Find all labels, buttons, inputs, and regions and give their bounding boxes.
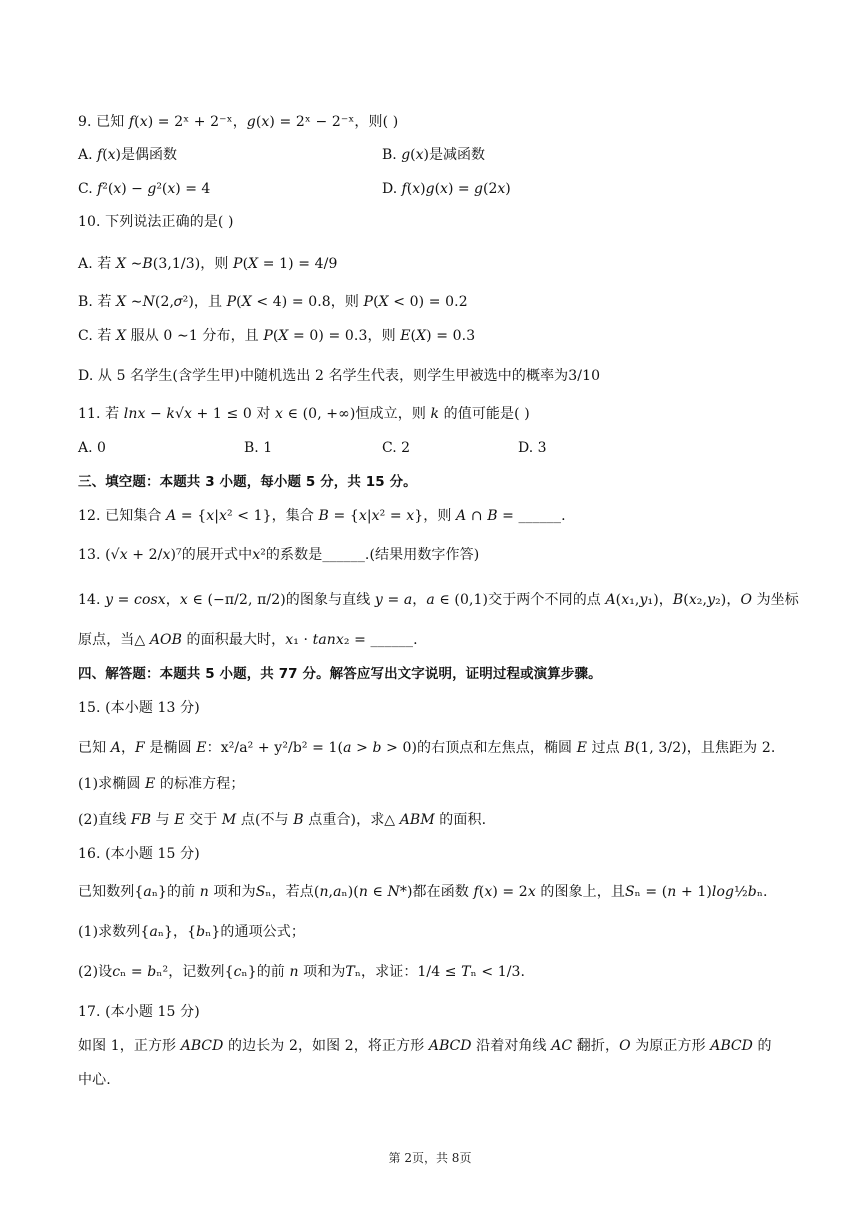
q16-part2: (2)设𝑐ₙ = 𝑏ₙ²，记数列{𝑐ₙ}的前 𝑛 项和为𝑇ₙ，求证：1/4 ≤ 𝑇ₙ < 1/3. (78, 964, 526, 980)
q15-part2: (2)直线 𝐹𝐵 与 𝐸 交于 𝑀 点(不与 𝐵 点重合)，求△ 𝐴𝐵𝑀 的面积. (78, 812, 487, 828)
q15-part1: (1)求椭圆 𝐸 的标准方程； (78, 776, 245, 792)
q17-line1: 如图 1，正方形 𝐴𝐵𝐶𝐷 的边长为 2，如图 2，将正方形 𝐴𝐵𝐶𝐷 沿着对角线 𝐴𝐶 翻折，𝑂 为原正方形 𝐴𝐵𝐶𝐷 的 (78, 1038, 772, 1054)
q14-line2: 原点，当△ 𝐴𝑂𝐵 的面积最大时，𝑥₁ · 𝑡𝑎𝑛𝑥₂ = ______. (78, 632, 418, 648)
q9-option-a: A. 𝑓(𝑥)是偶函数 (78, 147, 178, 163)
q11-option-a: A. 0 (78, 440, 106, 456)
q9-option-c: C. 𝑓²(𝑥) − 𝑔²(𝑥) = 4 (78, 181, 211, 197)
q9-stem: 9. 已知 𝑓(𝑥) = 2ˣ + 2⁻ˣ，𝑔(𝑥) = 2ˣ − 2⁻ˣ，则( ) (78, 114, 399, 130)
section4-heading: 四、解答题：本题共 5 小题，共 77 分。解答应写出文字说明，证明过程或演算步骤。 (78, 666, 602, 682)
section3-heading: 三、填空题：本题共 3 小题，每小题 5 分，共 15 分。 (78, 474, 417, 490)
q11-stem: 11. 若 𝑙𝑛𝑥 − 𝑘√𝑥 + 1 ≤ 0 对 𝑥 ∈ (0, +∞)恒成立，则 𝑘 的值可能是( ) (78, 406, 530, 422)
q16-stem: 已知数列{𝑎ₙ}的前 𝑛 项和为𝑆ₙ，若点(𝑛,𝑎ₙ)(𝑛 ∈ 𝑁*)都在函数 𝑓(𝑥) = 2𝑥 的图象上，且𝑆ₙ = (𝑛 + 1)𝑙𝑜𝑔½𝑏ₙ. (78, 884, 768, 900)
q10-option-d: D. 从 5 名学生(含学生甲)中随机选出 2 名学生代表，则学生甲被选中的概率为3/10 (78, 368, 601, 384)
q9-option-d: D. 𝑓(𝑥)𝑔(𝑥) = 𝑔(2𝑥) (382, 181, 511, 197)
q10-option-a: A. 若 𝑋 ∼𝐵(3,1/3)，则 𝑃(𝑋 = 1) = 4/9 (78, 256, 338, 272)
q16-part1: (1)求数列{𝑎ₙ}，{𝑏ₙ}的通项公式； (78, 924, 305, 940)
q13-text: 13. (√𝑥 + 2/𝑥)⁷的展开式中𝑥²的系数是______.(结果用数字作答) (78, 547, 480, 563)
q9-option-b: B. 𝑔(𝑥)是减函数 (382, 147, 485, 163)
q11-option-c: C. 2 (382, 440, 411, 456)
q10-option-b: B. 若 𝑋 ∼𝑁(2,𝜎²)，且 𝑃(𝑋 < 4) = 0.8，则 𝑃(𝑋 < 0) = 0.2 (78, 294, 468, 310)
q12-text: 12. 已知集合 𝐴 = {𝑥|𝑥² < 1}，集合 𝐵 = {𝑥|𝑥² = 𝑥}，则 𝐴 ∩ 𝐵 = ______. (78, 508, 566, 524)
q17-line2: 中心. (78, 1072, 111, 1088)
q17-heading: 17. (本小题 15 分) (78, 1004, 200, 1020)
q16-heading: 16. (本小题 15 分) (78, 846, 200, 862)
q11-option-d: D. 3 (518, 440, 547, 456)
q10-option-c: C. 若 𝑋 服从 0 ∼1 分布，且 𝑃(𝑋 = 0) = 0.3，则 𝐸(𝑋) = 0.3 (78, 328, 476, 344)
page-footer: 第 2页，共 8页 (388, 1151, 472, 1165)
q15-heading: 15. (本小题 13 分) (78, 700, 200, 716)
q10-stem: 10. 下列说法正确的是( ) (78, 214, 234, 230)
q15-stem: 已知 𝐴，𝐹 是椭圆 𝐸：x²/a² + y²/b² = 1(𝑎 > 𝑏 > 0)的右顶点和左焦点，椭圆 𝐸 过点 𝐵(1, 3/2)，且焦距为 2. (78, 740, 776, 756)
q11-option-b: B. 1 (244, 440, 273, 456)
q14-line1: 14. 𝑦 = 𝑐𝑜𝑠𝑥，𝑥 ∈ (−π/2, π/2)的图象与直线 𝑦 = 𝑎，𝑎 ∈ (0,1)交于两个不同的点 𝐴(𝑥₁,𝑦₁)，𝐵(𝑥₂,𝑦₂)，𝑂 为坐标 (78, 592, 799, 608)
